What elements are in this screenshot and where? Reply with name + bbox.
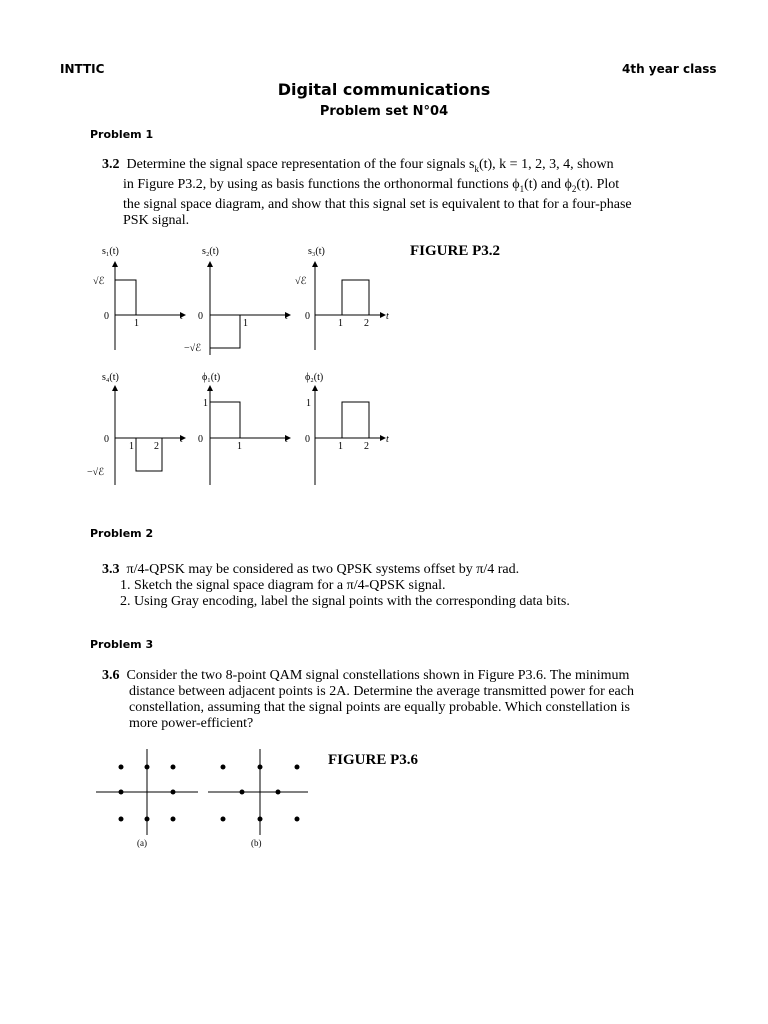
problem3-label: Problem 3	[90, 638, 154, 651]
constellation-a-point	[119, 790, 124, 795]
label-s4: s₄(t)	[102, 372, 119, 383]
svg-text:1: 1	[134, 318, 139, 329]
problem1-number: 3.2	[102, 157, 120, 172]
svg-text:t: t	[386, 434, 389, 445]
plot-s1	[115, 262, 185, 350]
svg-text:0: 0	[305, 311, 310, 322]
svg-text:−√ℰ: −√ℰ	[87, 467, 105, 478]
label-phi1: ϕ₁(t)	[202, 372, 221, 383]
figure-p36-title: FIGURE P3.6	[328, 752, 418, 768]
label-s2: s₂(t)	[202, 246, 219, 257]
svg-text:√ℰ: √ℰ	[93, 276, 105, 287]
svg-text:t: t	[180, 434, 183, 445]
svg-text:1: 1	[338, 441, 343, 452]
page-title: Digital communications	[277, 80, 491, 99]
constellation-a-point	[171, 817, 176, 822]
svg-text:−√ℰ: −√ℰ	[184, 343, 202, 354]
constellation-b-point	[240, 790, 245, 795]
page-subtitle: Problem set N°04	[319, 104, 449, 119]
plot-s3	[315, 262, 385, 350]
figure-p32-title: FIGURE P3.2	[410, 243, 500, 259]
constellation-b-point	[295, 817, 300, 822]
label-s3: s₃(t)	[308, 246, 325, 257]
problem2-number: 3.3	[102, 562, 120, 577]
svg-text:0: 0	[104, 311, 109, 322]
plot-phi1	[210, 386, 290, 485]
svg-text:2: 2	[364, 318, 369, 329]
svg-text:0: 0	[198, 311, 203, 322]
svg-text:1: 1	[129, 441, 134, 452]
constellation-b-point	[295, 765, 300, 770]
plot-phi2	[315, 386, 385, 485]
constellation-b-point	[221, 765, 226, 770]
header-left: INTTIC	[60, 62, 105, 76]
constellation-a-point	[171, 765, 176, 770]
constellation-b-point	[276, 790, 281, 795]
svg-text:√ℰ: √ℰ	[295, 276, 307, 287]
constellation-a-point	[145, 765, 150, 770]
svg-text:t: t	[386, 311, 389, 322]
svg-text:2: 2	[154, 441, 159, 452]
header-right: 4th year class	[622, 62, 717, 76]
svg-text:t: t	[285, 434, 288, 445]
constellation-a-point	[119, 817, 124, 822]
svg-text:1: 1	[203, 398, 208, 409]
constellation-a-point	[119, 765, 124, 770]
problem2-label: Problem 2	[90, 527, 154, 540]
svg-text:0: 0	[198, 434, 203, 445]
svg-text:t: t	[180, 311, 183, 322]
label-s1: s₁(t)	[102, 246, 119, 257]
svg-text:1: 1	[338, 318, 343, 329]
constellation-a-point	[171, 790, 176, 795]
svg-text:t: t	[285, 311, 288, 322]
constellation-b-point	[221, 817, 226, 822]
svg-text:0: 0	[305, 434, 310, 445]
plot-s4	[115, 386, 185, 485]
constellation-b-point	[258, 817, 263, 822]
label-phi2: ϕ₂(t)	[305, 372, 324, 383]
svg-text:0: 0	[104, 434, 109, 445]
caption-a: (a)	[137, 838, 147, 848]
problem3-text: 3.6 Consider the two 8-point QAM signal constellations shown in Figure P3.6. The minimum distance between adjacent points is 2A. Determine the average transmitted power for each constellation, assuming that the signal points are equally probable. Which constellation is more power-efficient?	[102, 668, 634, 731]
figure-p32	[80, 240, 410, 495]
constellation-a-point	[145, 817, 150, 822]
caption-b: (b)	[251, 838, 262, 848]
svg-text:1: 1	[237, 441, 242, 452]
svg-text:2: 2	[364, 441, 369, 452]
problem1-text: 3.2 Determine the signal space representation of the four signals $s_k(t)$, k = 1, 2, 3, 4, shown in Figure P3.2, by using as basis functions the orthonormal functions $\phi_1(t)$ and $\phi_2(t)$. Plot the signal space diagram, and show that this signal set is equivalent to that for a four-phase PSK signal.	[102, 157, 632, 228]
problem1-label: Problem 1	[90, 128, 154, 141]
problem3-number: 3.6	[102, 668, 120, 683]
plot-s2	[210, 262, 290, 355]
problem2-text: 3.3 π/4-QPSK may be considered as two QPSK systems offset by π/4 rad. 1. Sketch the signal space diagram for a π/4-QPSK signal. 2. Using Gray encoding, label the signal points with the corresponding data bits.	[102, 562, 570, 609]
figure-p36	[90, 745, 320, 855]
svg-text:1: 1	[243, 318, 248, 329]
svg-text:1: 1	[306, 398, 311, 409]
constellation-b-point	[258, 765, 263, 770]
